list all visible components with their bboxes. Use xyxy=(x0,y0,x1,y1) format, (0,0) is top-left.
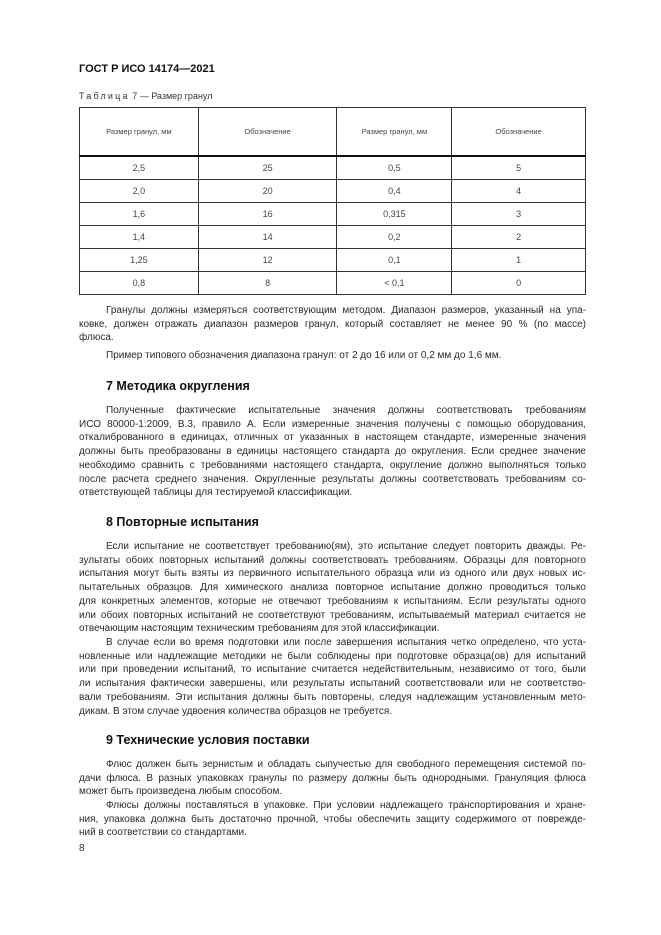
column-header: Обозначение xyxy=(198,108,337,157)
paragraph-line: ковке, должен отражать диапазон размеров гранул, который составляет не менее 90 % (по массе) xyxy=(79,318,586,330)
paragraph xyxy=(79,758,586,799)
table-cell: 1 xyxy=(452,249,586,272)
section-heading: 8 Повторные испытания xyxy=(106,515,259,529)
paragraph-line: Флюс должен быть зернистым и обладать сыпучестью для свободного перемещения системой по- xyxy=(106,759,586,770)
paragraph-line: может быть произведена любым способом. xyxy=(79,786,283,798)
paragraph xyxy=(79,349,586,363)
paragraph-line: необходимо сравнить с требованиями настоящего стандарта, округление должно выполняться только xyxy=(79,459,586,471)
table-cell: 1,6 xyxy=(80,203,199,226)
paragraph xyxy=(79,404,586,500)
paragraph-line: ния, упаковка должна быть достаточно прочной, чтобы обеспечить защиту содержимого от поврежде- xyxy=(79,813,586,825)
paragraph xyxy=(79,636,586,718)
table-cell: 4 xyxy=(452,180,586,203)
paragraph-line: новленные или надлежащие методики не были соблюдены при подготовке образца(ов) для испытаний xyxy=(79,650,586,662)
paragraph xyxy=(79,799,586,840)
paragraph-line: дикам. В этом случае удвоения количества образцов не требуется. xyxy=(79,705,393,717)
paragraph-line: после расчета среднего значения. Округленные результаты должны соответствовать требованиям со- xyxy=(79,473,586,485)
paragraph-line: зультаты обоих повторных испытаний должны соответствовать требованиям. Образцы для повторного xyxy=(79,554,586,566)
table-cell: 25 xyxy=(198,156,337,180)
table-cell: 20 xyxy=(198,180,337,203)
table-cell: 1,4 xyxy=(80,226,199,249)
paragraph-line: вали требованиям. Эти испытания должны быть повторены, следуя надлежащим установленным мето- xyxy=(79,691,586,703)
paragraph-line: ответствующей таблицы для тестируемой классификации. xyxy=(79,487,353,499)
table-row xyxy=(80,249,586,272)
paragraph-line: пытательных образцов. Для химического анализа повторное испытание должно проводиться только xyxy=(79,582,586,594)
paragraph-line: Если испытание не соответствует требованию(ям), это испытание следует повторить дважды. Ре- xyxy=(106,541,586,552)
table-cell: 0,2 xyxy=(337,226,452,249)
section-heading: 7 Методика округления xyxy=(106,379,250,393)
table-caption-prefix: Таблица xyxy=(79,91,130,101)
paragraph-line: Полученные фактические испытательные значения должны соответствовать требованиям xyxy=(106,405,586,416)
table-cell: 0 xyxy=(452,272,586,295)
paragraph-line: ний в соответствии со стандартами. xyxy=(79,827,247,839)
table-cell: 1,25 xyxy=(80,249,199,272)
paragraph-line: В случае если во время подготовки или после завершения испытания четко определено, что уста- xyxy=(106,637,586,648)
table-cell: < 0,1 xyxy=(337,272,452,295)
paragraph xyxy=(79,304,586,345)
table-cell: 5 xyxy=(452,156,586,180)
table-row xyxy=(80,203,586,226)
section-heading: 9 Технические условия поставки xyxy=(106,733,310,747)
table-caption-title: 7 — Размер гранул xyxy=(129,91,213,101)
column-header: Обозначение xyxy=(452,108,586,157)
paragraph-line: откалиброванного в единицах, отличных от указанных в настоящем стандарте, измеренные значения xyxy=(79,432,586,444)
paragraph-line: Пример типового обозначения диапазона гранул: от 2 до 16 или от 0,2 мм до 1,6 мм. xyxy=(106,350,502,361)
paragraph-line: флюса. xyxy=(79,332,114,344)
table-cell: 12 xyxy=(198,249,337,272)
table-row xyxy=(80,180,586,203)
paragraph-line: Гранулы должны измеряться соответствующим методом. Диапазон размеров, указанный на упа- xyxy=(106,305,586,316)
paragraph-line: для конкретных элементов, которые не отвечают требованиям к испытаниям. Если результаты одного xyxy=(79,595,586,607)
paragraph-line: Флюсы должны поставляться в упаковке. При условии надлежащего транспортирования и хране- xyxy=(106,800,586,811)
paragraph-line: или при проведении испытаний, то испытание считается недействительным, независимо от того, были xyxy=(79,664,586,676)
paragraph-line: или обоих повторных испытаний не соответствуют требованиям, испытываемый материал считается не xyxy=(79,609,586,621)
table-caption xyxy=(79,91,212,101)
paragraph-line: ИСО 80000-1:2009, В.3, правило А. Если измеренные значения получены с помощью оборудования, xyxy=(79,418,586,430)
table-cell: 16 xyxy=(198,203,337,226)
table-cell: 2,0 xyxy=(80,180,199,203)
table-cell: 8 xyxy=(198,272,337,295)
paragraph-line: должны быть преобразованы в единицы настоящего стандарта до округления. Если среднее значение xyxy=(79,446,586,458)
document-header: ГОСТ Р ИСО 14174—2021 xyxy=(79,63,215,75)
table-row xyxy=(80,272,586,295)
paragraph-line: испытания могут быть взяты из первичного испытательного образца или из одного или двух новых ис- xyxy=(79,568,586,580)
table-header-row xyxy=(80,108,586,157)
table-cell: 0,5 xyxy=(337,156,452,180)
table-row xyxy=(80,226,586,249)
page-number: 8 xyxy=(79,843,85,854)
granule-size-table xyxy=(79,107,586,295)
table-cell: 14 xyxy=(198,226,337,249)
table-cell: 0,8 xyxy=(80,272,199,295)
paragraph-line: ли испытания фактически завершены, или результаты испытаний соответствовали или не соответство- xyxy=(79,678,586,690)
table-cell: 0,315 xyxy=(337,203,452,226)
table-cell: 3 xyxy=(452,203,586,226)
column-header: Размер гранул, мм xyxy=(80,108,199,157)
table-cell: 2 xyxy=(452,226,586,249)
column-header: Размер гранул, мм xyxy=(337,108,452,157)
paragraph-line: дачи флюса. В разных упаковках гранулы по размеру должны быть однородными. Грануляция флюса xyxy=(79,772,586,784)
table-cell: 0,4 xyxy=(337,180,452,203)
table-cell: 0,1 xyxy=(337,249,452,272)
table-cell: 2,5 xyxy=(80,156,199,180)
table-row xyxy=(80,156,586,180)
paragraph xyxy=(79,540,586,636)
paragraph-line: отвечающим настоящим техническим требованиям для этой классификации. xyxy=(79,623,440,635)
